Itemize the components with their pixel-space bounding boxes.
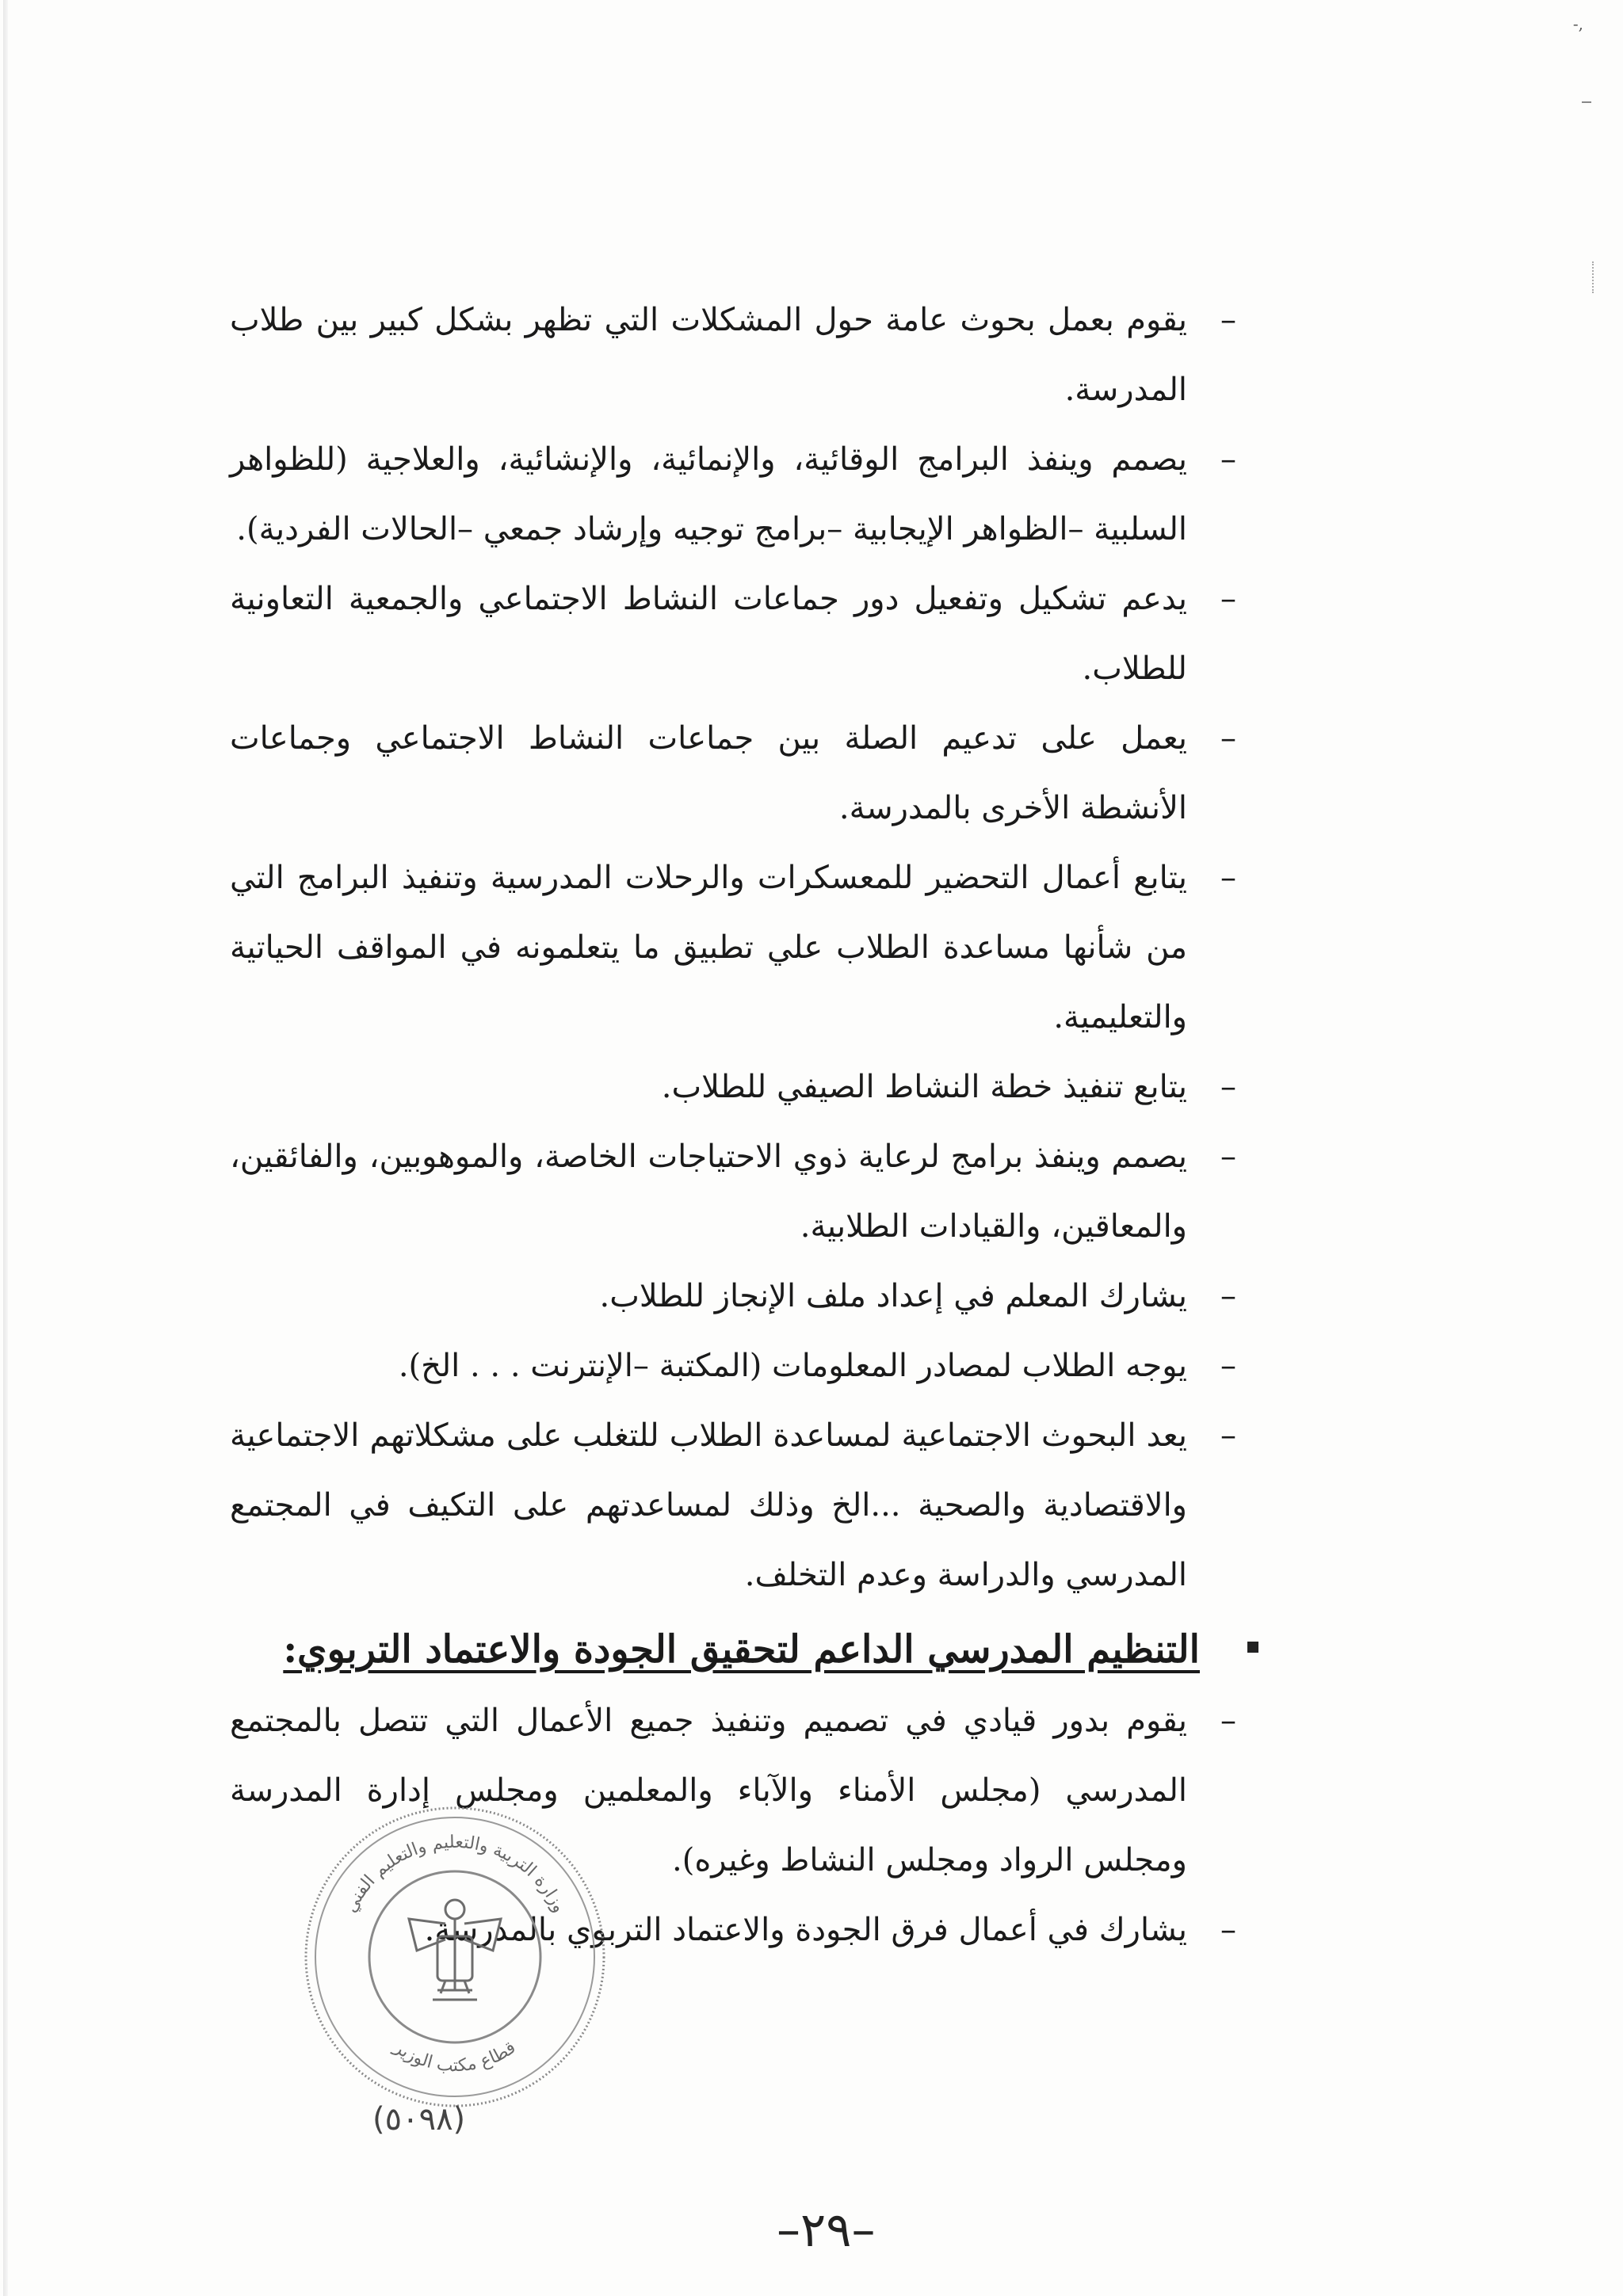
list-item: – يتابع تنفيذ خطة النشاط الصيفي للطلاب. [230,1052,1236,1122]
seal-ring-text: وزارة التربية والتعليم والتعليم الفني [341,1832,570,1917]
eagle-emblem-icon [409,1900,501,2000]
list-item: – يشارك المعلم في إعداد ملف الإنجاز للطلاب. [230,1261,1236,1331]
main-content [230,285,1236,1965]
square-bullet-icon [1247,1642,1258,1653]
list-item: – يوجه الطلاب لمصادر المعلومات (المكتبة –الإنترنت . . . الخ). [230,1331,1236,1401]
section-heading-text: التنظيم المدرسي الداعم لتحقيق الجودة والاعتماد التربوي: [283,1627,1200,1672]
section-heading [230,1613,1236,1686]
duties-list [230,285,1236,1610]
official-seal [298,1800,612,2114]
list-item: – يصمم وينفذ البرامج الوقائية، والإنمائية، والإنشائية، والعلاجية (للظواهر السلبية –الظواهر الإيجابية –برامج توجيه وإرشاد جمعي –الحالات الفردية). [230,425,1236,564]
list-item: – يتابع أعمال التحضير للمعسكرات والرحلات المدرسية وتنفيذ البرامج التي من شأنها مساعدة الطلاب علي تطبيق ما يتعلمونه في المواقف الحياتية والتعليمية. [230,843,1236,1052]
list-item: – يعمل على تدعيم الصلة بين جماعات النشاط الاجتماعي وجماعات الأنشطة الأخرى بالمدرسة. [230,704,1236,843]
list-item: – يصمم وينفذ برامج لرعاية ذوي الاحتياجات الخاصة، والموهوبين، والفائقين، والمعاقين، والقيادات الطلابية. [230,1122,1236,1261]
list-item: – يقوم بعمل بحوث عامة حول المشكلات التي تظهر بشكل كبير بين طلاب المدرسة. [230,285,1236,425]
scan-edge-mark [1592,261,1596,293]
scan-edge [3,0,8,2296]
list-item: – يقوم بدور قيادي في تصميم وتنفيذ جميع الأعمال التي تتصل بالمجتمع المدرسي (مجلس الأمناء والآباء والمعلمين ومجلس إدارة المدرسة ومجلس الرواد ومجلس النشاط وغيره). [230,1686,1236,1895]
scan-corner-mark: -, [1572,14,1583,33]
page-number: –٢٩– [777,2203,876,2258]
list-item: – يشارك في أعمال فرق الجودة والاعتماد التربوي بالمدرسة. [230,1895,1236,1965]
seal-bottom-text: قطاع مكتب الوزير [390,2038,520,2077]
scan-edge-dash [1582,101,1591,103]
handwritten-number: (٥٠٩٨) [372,2101,466,2138]
list-item: – يدعم تشكيل وتفعيل دور جماعات النشاط الاجتماعي والجمعية التعاونية للطلاب. [230,564,1236,704]
list-item: – يعد البحوث الاجتماعية لمساعدة الطلاب للتغلب على مشكلاتهم الاجتماعية والاقتصادية والصحية ...الخ وذلك لمساعدتهم على التكيف في المجتمع المدرسي والدراسة وعدم التخلف. [230,1401,1236,1610]
